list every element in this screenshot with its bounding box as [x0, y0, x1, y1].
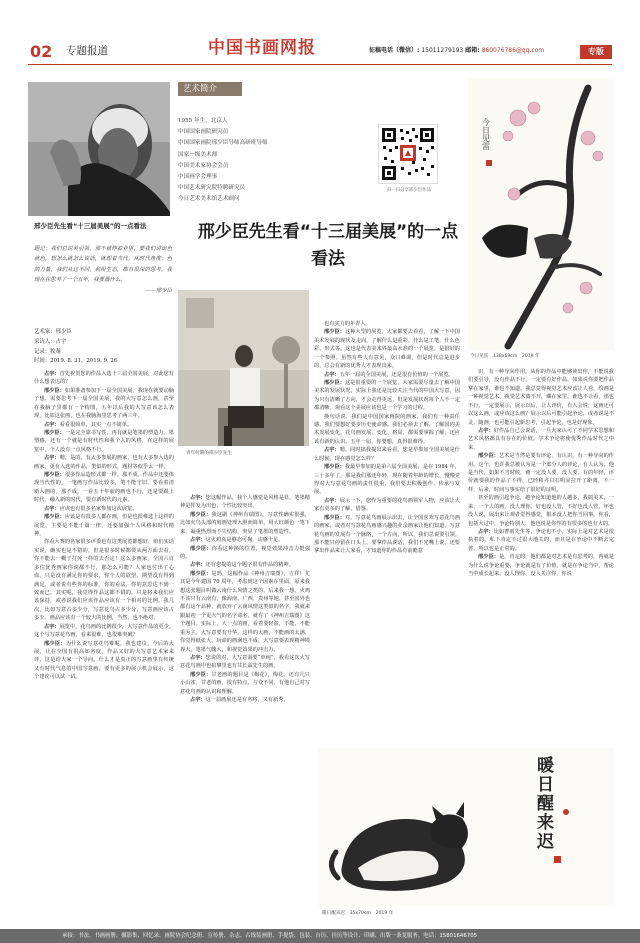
contact-phone: 15011279193: [421, 47, 464, 54]
intro-line: 中国画学会理事: [178, 174, 218, 181]
meta-artist: 艺术家：邢少臣: [34, 329, 72, 335]
intro-line: 1955 年生，北京人: [178, 118, 228, 124]
cat-painting-inscription: 暖日醒来迟: [533, 756, 553, 851]
far-right-body-column: [468, 368, 614, 744]
svg-text:今日见雷: 今日见雷: [481, 118, 491, 150]
intro-line: 中国艺术研究院特聘研究员: [178, 185, 246, 192]
article-paragraph: 占宇：这一届画展还是有名将，又有新秀，: [190, 697, 289, 704]
article-paragraph: 邢少臣：对。写意花鸟画展示出去，让全国喜欢写意花鸟画的画家，或者对写意花鸟画感兴趣的业余画家让他们知道，写意花鸟画的发展有一个脉络，一个方向，所以，我们总说要引领。那不能只停留在口头上，要拿作品说话，我们不光嘴上说，还要拿出作品来让人家看，才知道你的作品有前瞻意: [314, 514, 460, 555]
article-paragraph: 占宇：看看很简单，其实一点不简单。: [44, 421, 133, 428]
intro-line: 今日艺术美术馆艺术顾问: [178, 196, 240, 203]
article-paragraph: 也有实力的年青人。: [324, 321, 371, 327]
left-body-column: [34, 370, 174, 925]
intro-line: 中国国家画院研究员: [178, 129, 229, 136]
article-paragraph: 邢少臣：一是完全靠书写性，再有就是笔墨的塑造力，墨塑感，还有一个就是有时代性和我个人的风格，在这样的展览中，个人没有一点风格不行。: [34, 429, 174, 453]
section-title: 专题报道: [66, 45, 108, 57]
plum-blossom-painting: [468, 78, 614, 350]
article-paragraph: 邢少臣：艺术是当然是要有评论，有认识，有一种导向的作用，这个，也许我总被认为是一个部分人的评论，有人认为，他是当代，如果不当时候，画一定没人要。没人要，有的年轻，评价就要我的作品了不得，已经和齐白石明显拉开了距离，不一样，后来，时间与事实给了很好的证明。: [468, 453, 614, 493]
article-paragraph: 邢少臣：如果准备参加下一届全国美展，我现在就要动脑子想。需要思考下一届全国美展，我的大写意怎么画，甚至在我脑子里都有一个构图，五年以后我的大写意该怎么表现，比如这张画，也在我脑海里思考了两三年。: [34, 387, 174, 420]
article-paragraph: 换句话说，我们是中国国家画院的画家，我们有一种责任感，我们要想好要步历史使命感。我们必须去了解，了解国内美术发展变化，花鸟画发展、变化、格局，都需要掌握了解，还应该有新的认识，五年一届，你要想，真得很难得。: [314, 413, 460, 445]
article-paragraph: 邢少臣：应该是有很多人都在画，但是也很难选上这样的展览，主要是不能千篇一律，还要加强个人风格和时代精神。: [34, 514, 174, 538]
article-paragraph: 占宇：还有您提的这个题字很有作品的精神。: [190, 562, 294, 569]
article-paragraph: 甚至的画引起争论，越争论知道他的人越多，我搞美术，一来，一个人的画，没人理你，好也没人管，不好也没人管，坏也没人说，展出来让观者觉得感觉，根本没人把你当回事，你看，包括大过中，争论特别大，他也说是你作的有很多的也有大的。: [468, 495, 614, 527]
article-paragraph: 占宇：应该也有很多名家参加这次展览。: [44, 505, 138, 512]
qr-code[interactable]: [378, 124, 438, 184]
portrait-caption: 邢少臣先生看“十三届美展”的一点看法: [34, 222, 147, 230]
article-paragraph: 占宇：首先祝贺您的作品入选十三届全国美展，对此您有什么想表达的？: [34, 371, 174, 386]
meta-time: 时间：2019. 8. 31，2019. 9. 26: [34, 358, 118, 365]
header-rule: [28, 64, 612, 65]
article-paragraph: 邢少臣：我这副《神州有瑞图》，写意性确实很强，比如火鸟头部的刻画处理大胆而简单，用大红颜色一笔下来，凝重热烈而不失结构，突显了笔墨的塑造性。: [180, 511, 310, 535]
special-edition-tag: 专版: [580, 45, 612, 59]
article-paragraph: 占宇：您说的对，大写意需要“单纯”，我看这次大写意花鸟画中也拍攀里也有甘长霖先生的画。: [180, 655, 310, 670]
inscription-text: 题记：我们总说美引领，那不就伸着业里，要我们讲出色就色，想怎么就怎么说话，就想着当代。从时代角度：色的力量，我们从这不同，利用生态，都有很深的思考，我现在在思考了一个五年，我要画什么。: [34, 246, 172, 284]
masthead-logo: 中国书画网报: [208, 38, 316, 58]
article-paragraph: 你看大赛的名家很多评委也有这类展览都想好，咱们实话实说，确实也是不错的。但是很多时候都要从两方面去看，你不能去一概子打死一样的去否定！这么多画家，全国六百多位优秀画家你说都不行，那怎么可能？人家也付出了心血。只是没有满足你的要求，你个人的欲望，期望没有得到满足，或者说有些你的标准，你的看法，你的意思达不到一致而已。其实呢，我觉得作品这都不错的。只是将来我们应该保持，或者说我们应该作品应该有一个相对的比例。我几次，比如写意占多少分，写意花鸟占多少分，写意画应该占多少。画品应该有一个较大的比例，当然，也不绝对。: [34, 539, 174, 622]
article-paragraph: 邢少臣：你看这种换的位置，视觉效果冲击力挺强的。: [180, 545, 310, 560]
article-paragraph: 邢少臣：很多作品造形式都一样。那不成。作品中还要体现当代性的，一笔画写作品比较多，笔不能守旧，要看着清新入画的。那不成，一看五十年前的画也不行，还是要跟上时代，融入新的时代，要有新时代的元素。: [34, 472, 174, 504]
page-header: [0, 0, 640, 68]
inscription-sign: ——邢少臣: [145, 287, 172, 294]
intro-line: 中国国家画院邢少臣导师高研班导师: [178, 140, 268, 147]
young-photo-caption: 青年时期的邢少臣先生: [186, 451, 232, 456]
article-paragraph: 邢少臣：甘老画的题目是《梅花》，梅花、还有几只小山雀。甘老的画，很有特点，与众不同，有他自己对写意花鸟画的认识和理解。: [180, 671, 310, 695]
article-paragraph: 邢少臣：这种大型的展览，大家都要去看看，了解一下中国美术发展的现状及走向，了解什么是重彩、什么是工笔，什么色彩、形式等，这也是代表美术界最高水准的一个展览，是很好的一个参照。虽然有些人有意见，众口难调，但是时代总是进步的，总会有新的优秀人才表现出来。: [314, 329, 460, 370]
middle-body-column: [180, 494, 310, 926]
contact-label: 征稿电话（微信）:: [369, 47, 420, 54]
article-paragraph: 占宇：展示一下，您作为重要的花鸟画领军人物，应该让大家有更多的了解、借鉴。: [314, 497, 460, 513]
article-paragraph: 识，有一种导向作用。从你的作品中能够读出你，不能说我们要引导，没有作品不行，一定要有好作品，如果说你要把作品拿在家里，谁也不知道。我总觉得视觉艺术应该让人看，绘画是一种视觉艺术，视觉艺术离不开，藏在家里，谁也不让看，那也不行，一定要展示，展示以后，让人评价，有人会说，这画还可以这么画，或应该这么画？展示以后可能引起争论，或者说是不灵，随画；也可能引起新思考，引起争论，也是好现象。: [468, 369, 614, 426]
article-paragraph: 邢少臣：这是很重要的一个展览，大家需要尽量去了解中国美术的发展状况，实际上我还是比较关注当代的中国大写意，因为只有清晰了方向，才会走得更远，但是发展状况每个人不一定都清晰，观看这个美展应该也是一个学习的过程。: [314, 379, 460, 412]
portrait-photo: [28, 82, 170, 216]
artist-intro-badge: 艺术简介: [178, 82, 242, 96]
plum-painting-caption: 今日见雷 138x69cm 2019 年: [470, 354, 540, 359]
artist-intro-list: [178, 116, 350, 206]
article-paragraph: 占宇：比如曹雨先生等，争论也不小，实际上是对艺术是很执着的，私下肯定不过很大地关的，而且是在争论中不断去完善，所以也是正常的。: [468, 529, 614, 552]
meta-interviewer: 采访人：占宇: [34, 338, 67, 345]
interview-meta: [34, 328, 172, 367]
article-paragraph: 占宇：展览中，花鸟画的比例很少，大写意作品的更少。这个与写意花鸟画，看来很难，也很难突破？: [34, 623, 174, 639]
meta-recorder: 记录：牧菴: [34, 348, 61, 355]
article-paragraph: 邢少臣：为什么说写意花鸟难呢，我也建议，今后的大展，让在全国有很高知名度，作品又好的大写意艺术家来评，这是给大家一个导向。什么才是真正的写意画里有传统又有时代气息的中国写意画。要有更多的展示机会展示，这个建议可以试一试。: [34, 640, 174, 681]
qr-caption: 扫一扫分享邢少臣作品: [387, 188, 431, 193]
article-paragraph: 占宇：您这幅作品，我个人感觉是风格是显，笔墨精神是挥发为出色，个性比较突出。: [180, 495, 310, 510]
article-paragraph: 邢少臣：是吗，这幅作品《神州吉瑞图》，吉祥！尤其是今年建国 70 周年，考虑到这个因素在里面。原来我想这张题目叫做云南什么风情之类的，后来我一想，火鸡不该只有云南有，像海南、广西，贵州等地。甚至国外也都有这个品种，就放弃了云南风情这类似的名字。我就来跟最初一个更大气的名字命名，就有了《神州吉瑞图》这个题目。实际上，大一点的画，看着要轻盈，不能，不能重为主，大写意要有升华。这样的大画，不能画的太满，你觉得纸张大，玩命的画满也不成，大写意要表现精神境界大，笔墨气魄大，和视觉效果的冲击力。: [180, 570, 310, 653]
page-number: 02: [30, 42, 53, 61]
intro-line: 中国美术家协会会员: [178, 162, 229, 169]
cat-painting-caption: 暖日醒来迟 35x70cm 2019 年: [322, 911, 394, 916]
article-paragraph: 占宇：五年一届的全国美展，还是很有价值的一个展览。: [324, 371, 454, 378]
article-paragraph: 占宇：好作品自己会说话，一旦大家认可了不同学术思想和艺术风格都具有存在的价值，学术争论将使优秀作品时代之中来。: [468, 427, 614, 451]
article-paragraph: 邢少臣：是，肯定的，他们都是对艺术是有思考的，再就是为什么说争论重要，争论就是有了价值，就是在争论当中，帮论当中成长起来。没人理你，没人关注你，你说: [468, 554, 614, 578]
article-title: 邢少臣先生看“十三届美展”的一点看法: [197, 222, 459, 269]
inscription-block: [34, 244, 172, 296]
contact-line: [369, 48, 544, 54]
contact-email: 860076786@qq.com: [481, 47, 545, 54]
article-paragraph: 占宇：嗯，是的。有太多参展的画家，也有太多参入选的画家，更有入选的作品，类似的形式，题材等似乎太一样。: [34, 455, 174, 470]
intro-line: 国家一级美术师: [178, 151, 218, 158]
footer-ad: 承接：书法、书画画册、摄影集、回忆录、画院协会纪念册、宣传册、杂志、古线装画册、手提袋、包装、台历、挂历等设计、印刷、出版一条龙服务。电话：15801646705: [0, 929, 640, 943]
email-label: 邮箱:: [465, 47, 480, 54]
article-paragraph: 占宇：嗯。同时搞我提出来看看，您是早参加全国美展是什么时候，现在感觉怎么样？: [314, 447, 460, 462]
article-paragraph: 邢少臣：我最早参加的是第六届全国美展，是在 1984 年，三十多年了，那是我们那还年轻，现在随着年龄的增长，慢慢觉得对大写意花鸟画的责任很重，我们要去积极创作、传承与发展。: [314, 464, 460, 496]
young-artist-photo: [178, 290, 309, 446]
article-paragraph: 占宇：这火鸡真是憨态可掬，动感十足。: [190, 537, 284, 544]
